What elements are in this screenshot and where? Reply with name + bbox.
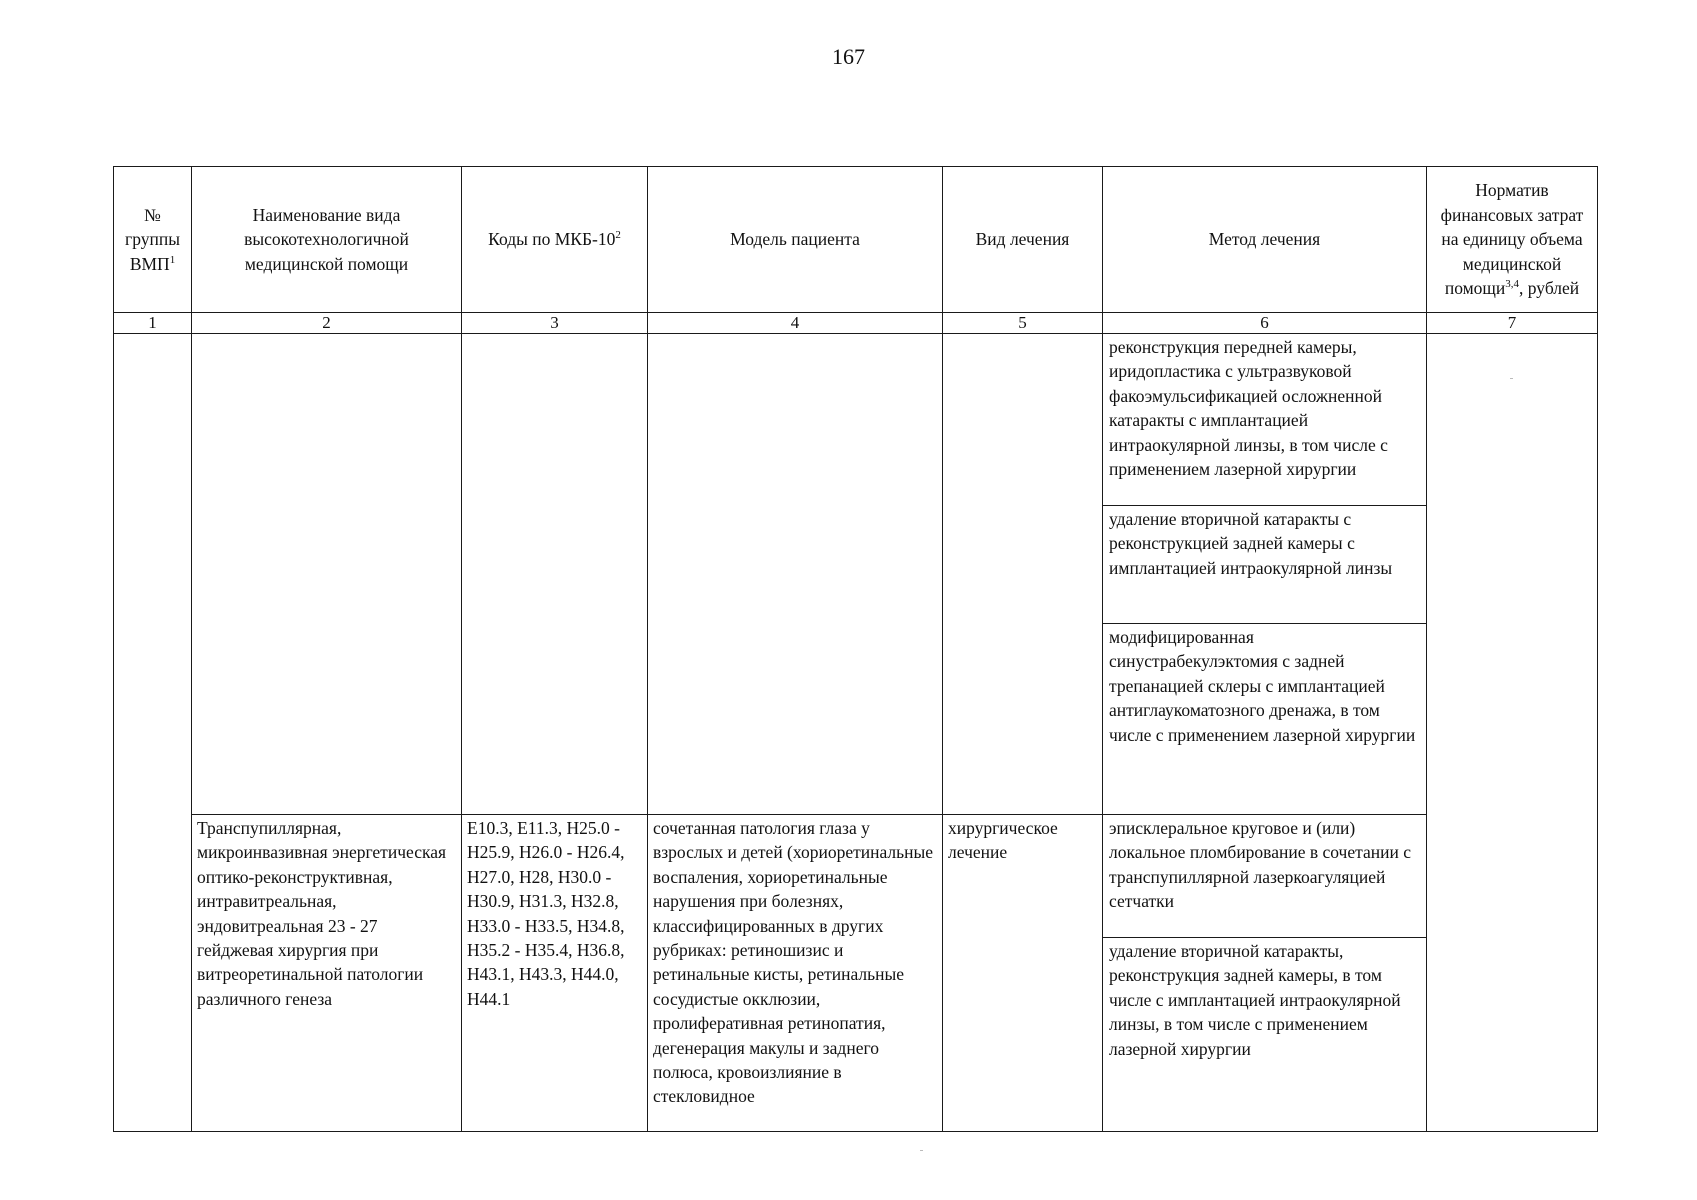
page-number: 167: [832, 44, 865, 69]
header-patient-model: Модель пациента: [648, 167, 943, 313]
icd-codes-cell: [462, 334, 648, 815]
scan-speck: [1510, 378, 1513, 379]
header-treatment-type: Вид лечения: [943, 167, 1103, 313]
cost-standard-cell: [1427, 334, 1598, 1132]
table-row: [114, 334, 1598, 506]
treatment-method-cell: модифицированная синустрабекулэктомия с задней трепанацией склеры с имплантацией антиглаукоматозного дренажа, в том числе с применением лазерной хирургии: [1103, 624, 1427, 815]
care-type-cell: Транспупиллярная, микроинвазивная энергетическая оптико-реконструктивная, интравитреальная, эндовитреальная 23 - 27 гейджевая хирургия при витреоретинальной патологии различного генеза: [192, 815, 462, 1132]
icd-codes-cell: E10.3, E11.3, H25.0 - H25.9, H26.0 - H26.4, H27.0, H28, H30.0 - H30.9, H31.3, H32.8, H33.0 - H33.5, H34.8, H35.2 - H35.4, H36.8, H43.1, H43.3, H44.0, H44.1: [462, 815, 648, 1132]
column-number: 3: [462, 313, 648, 334]
header-cost-unit: , рублей: [1519, 278, 1580, 299]
header-care-type-name: Наименование вида высокотехнологичной медицинской помощи: [192, 167, 462, 313]
footnote-2: 2: [615, 229, 621, 242]
treatment-type-cell: [943, 334, 1103, 815]
scan-speck: [920, 1150, 923, 1151]
column-number: 6: [1103, 313, 1427, 334]
header-icd-codes-text: Коды по МКБ-10: [488, 229, 616, 250]
group-number-cell: [114, 334, 192, 1132]
table-row: [114, 815, 1598, 938]
treatment-method-cell: удаление вторичной катаракты с реконструкцией задней камеры с имплантацией интраокулярной линзы: [1103, 506, 1427, 624]
column-number-row: [114, 313, 1598, 334]
header-treatment-method: Метод лечения: [1103, 167, 1427, 313]
column-number: 1: [114, 313, 192, 334]
column-number: 4: [648, 313, 943, 334]
treatment-type-cell: хирургическое лечение: [943, 815, 1103, 1132]
treatment-method-cell: реконструкция передней камеры, иридопластика с ультразвуковой факоэмульсификацией осложненной катаракты с имплантацией интраокулярной линзы, в том числе с применением лазерной хирургии: [1103, 334, 1427, 506]
header-cost-standard: [1427, 167, 1598, 313]
patient-model-cell: сочетанная патология глаза у взрослых и детей (хориоретинальные воспаления, хориоретинальные нарушения при болезнях, классифицированных в других рубриках: ретиношизис и ретинальные кисты, ретинальные сосудистые окклюзии, пролиферативная ретинопатия, дегенерация макулы и заднего полюса, кровоизлияние в стекловидное: [648, 815, 943, 1132]
treatment-method-cell: эписклеральное круговое и (или) локальное пломбирование в сочетании с транспупиллярной лазеркоагуляцией сетчатки: [1103, 815, 1427, 938]
header-icd-codes: [462, 167, 648, 313]
column-number: 7: [1427, 313, 1598, 334]
footnote-1: 1: [169, 253, 176, 266]
column-number: 2: [192, 313, 462, 334]
header-row: [114, 167, 1598, 313]
footnote-3-4: 3,4: [1505, 278, 1520, 291]
vmp-table: [113, 166, 1598, 1132]
header-group-number-text: № группы ВМП: [125, 204, 180, 274]
treatment-method-cell: удаление вторичной катаракты, реконструкция задней камеры, в том числе с имплантацией интраокулярной линзы, в том числе с применением лазерной хирургии: [1103, 938, 1427, 1132]
header-cost-standard-text: Норматив финансовых затрат на единицу объема медицинской помощи: [1440, 180, 1584, 299]
care-type-cell: [192, 334, 462, 815]
header-group-number: [114, 167, 192, 313]
column-number: 5: [943, 313, 1103, 334]
patient-model-cell: [648, 334, 943, 815]
